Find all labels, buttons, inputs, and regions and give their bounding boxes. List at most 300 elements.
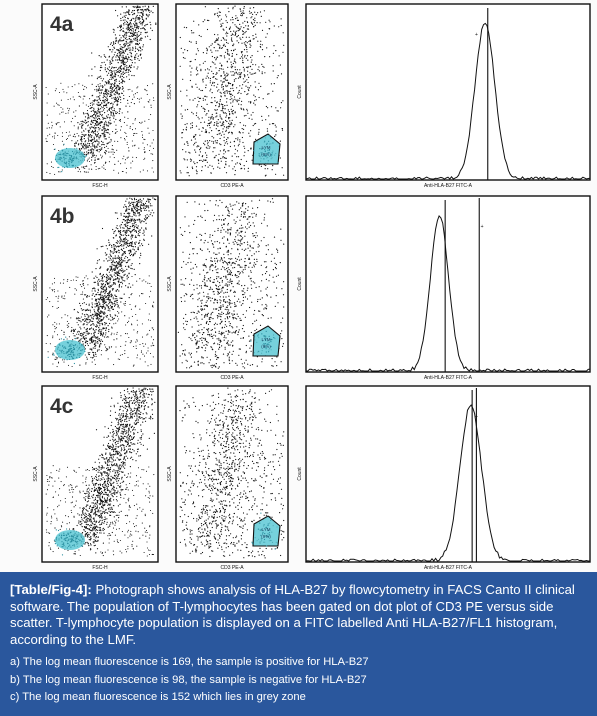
scatter-dot (88, 310, 89, 311)
scatter-dot (81, 138, 82, 139)
scatter-dot (93, 324, 94, 325)
scatter-dot (206, 132, 207, 133)
scatter-dot (212, 114, 213, 115)
scatter-dot (215, 116, 216, 117)
scatter-dot (110, 250, 111, 251)
scatter-dot (240, 9, 241, 10)
scatter-dot (125, 231, 126, 232)
scatter-dot (259, 311, 260, 312)
scatter-dot (129, 215, 130, 216)
scatter-dot (253, 235, 254, 236)
scatter-dot (92, 107, 93, 108)
scatter-dot (80, 350, 81, 351)
scatter-dot (57, 301, 58, 302)
scatter-dot (125, 234, 126, 235)
scatter-dot (204, 109, 205, 110)
scatter-dot (180, 37, 181, 38)
scatter-dot (240, 239, 241, 240)
scatter-dot (109, 60, 110, 61)
scatter-dot (142, 137, 143, 138)
scatter-dot (144, 152, 145, 153)
scatter-dot (147, 350, 148, 351)
scatter-dot (98, 308, 99, 309)
scatter-dot (248, 101, 249, 102)
scatter-dot (148, 347, 149, 348)
scatter-dot (191, 42, 192, 43)
scatter-dot (139, 17, 140, 18)
panel-4b (33, 196, 590, 381)
scatter-dot (147, 36, 148, 37)
scatter-dot (95, 268, 96, 269)
scatter-dot (230, 274, 231, 275)
scatter-dot (152, 154, 153, 155)
scatter-dot (234, 145, 235, 146)
scatter-dot (149, 296, 150, 297)
scatter-dot (226, 130, 227, 131)
scatter-dot (267, 168, 268, 169)
scatter-dot (205, 284, 206, 285)
scatter-dot (120, 346, 121, 347)
scatter-dot (117, 302, 118, 303)
scatter-dot (89, 98, 90, 99)
scatter-dot (121, 276, 122, 277)
scatter-dot (101, 144, 102, 145)
scatter-dot (220, 26, 221, 27)
scatter-dot (244, 42, 245, 43)
scatter-dot (96, 122, 97, 123)
scatter-dot (215, 366, 216, 367)
scatter-dot (203, 143, 204, 144)
scatter-dot (101, 320, 102, 321)
scatter-dot (108, 91, 109, 92)
scatter-dot (69, 346, 70, 347)
scatter-dot (135, 51, 136, 52)
scatter-dot (96, 121, 97, 122)
scatter-dot (83, 154, 84, 155)
scatter-dot (99, 318, 100, 319)
scatter-dot (121, 268, 122, 269)
scatter-dot (235, 67, 236, 68)
scatter-dot (93, 352, 94, 353)
scatter-dot (102, 130, 103, 131)
scatter-dot (80, 284, 81, 285)
scatter-dot (64, 298, 65, 299)
scatter-dot (192, 125, 193, 126)
scatter-dot (147, 128, 148, 129)
scatter-dot (276, 126, 277, 127)
scatter-dot (89, 157, 90, 158)
scatter-dot (84, 122, 85, 123)
scatter-dot (155, 23, 156, 24)
scatter-dot (237, 244, 238, 245)
scatter-dot (150, 291, 151, 292)
scatter-dot (241, 259, 242, 260)
scatter-dot (130, 128, 131, 129)
scatter-dot (95, 303, 96, 304)
scatter-dot (140, 50, 141, 51)
scatter-dot (211, 313, 212, 314)
scatter-dot (264, 72, 265, 73)
scatter-dot (136, 87, 137, 88)
scatter-dot (134, 119, 135, 120)
scatter-dot (126, 208, 127, 209)
scatter-dot (197, 104, 198, 105)
scatter-dot (280, 64, 281, 65)
scatter-dot (247, 28, 248, 29)
scatter-dot (117, 316, 118, 317)
scatter-dot (133, 229, 134, 230)
scatter-dot (132, 33, 133, 34)
scatter-dot (225, 218, 226, 219)
scatter-dot (133, 23, 134, 24)
scatter-dot (235, 49, 236, 50)
scatter-dot (102, 335, 103, 336)
scatter-dot (227, 215, 228, 216)
scatter-dot (150, 212, 151, 213)
scatter-dot (117, 112, 118, 113)
scatter-dot (211, 257, 212, 258)
scatter-dot (265, 168, 266, 169)
scatter-dot (88, 172, 89, 173)
scatter-dot (181, 301, 182, 302)
scatter-dot (92, 95, 93, 96)
scatter-dot (252, 364, 253, 365)
scatter-dot (86, 329, 87, 330)
scatter-dot (139, 101, 140, 102)
scatter-dot (223, 92, 224, 93)
scatter-dot (220, 55, 221, 56)
scatter-dot (129, 38, 130, 39)
scatter-dot (111, 247, 112, 248)
scatter-dot (142, 337, 143, 338)
scatter-dot (63, 351, 64, 352)
scatter-dot (201, 287, 202, 288)
scatter-dot (75, 136, 76, 137)
scatter-dot (143, 208, 144, 209)
scatter-dot (80, 171, 81, 172)
scatter-dot (236, 72, 237, 73)
scatter-dot (129, 14, 130, 15)
scatter-dot (93, 354, 94, 355)
scatter-dot (147, 15, 148, 16)
scatter-dot (131, 254, 132, 255)
scatter-dot (99, 149, 100, 150)
scatter-dot (122, 89, 123, 90)
scatter-dot (188, 152, 189, 153)
scatter-dot (229, 117, 230, 118)
scatter-dot (153, 329, 154, 330)
scatter-dot (67, 108, 68, 109)
scatter-dot (132, 316, 133, 317)
scatter-dot (133, 329, 134, 330)
scatter-dot (105, 163, 106, 164)
scatter-dot (75, 168, 76, 169)
scatter-dot (61, 297, 62, 298)
scatter-dot (227, 301, 228, 302)
scatter-dot (113, 170, 114, 171)
scatter-dot (141, 131, 142, 132)
scatter-dot (215, 50, 216, 51)
scatter-dot (138, 44, 139, 45)
scatter-dot (132, 255, 133, 256)
scatter-dot (182, 252, 183, 253)
scatter-dot (84, 136, 85, 137)
scatter-dot (113, 233, 114, 234)
scatter-dot (81, 308, 82, 309)
scatter-dot (97, 248, 98, 249)
scatter-dot (185, 109, 186, 110)
scatter-dot (113, 298, 114, 299)
scatter-dot (114, 70, 115, 71)
scatter-dot (97, 100, 98, 101)
scatter-dot (99, 95, 100, 96)
scatter-dot (94, 155, 95, 156)
scatter-dot (100, 297, 101, 298)
scatter-dot (115, 296, 116, 297)
scatter-dot (249, 87, 250, 88)
scatter-dot (115, 212, 116, 213)
scatter-dot (67, 342, 68, 343)
scatter-dot (124, 350, 125, 351)
scatter-dot (253, 103, 254, 104)
scatter-dot (267, 200, 268, 201)
scatter-dot (261, 116, 262, 117)
scatter-dot (99, 259, 100, 260)
scatter-dot (254, 330, 255, 331)
scatter-dot (231, 265, 232, 266)
scatter-dot (216, 87, 217, 88)
scatter-dot (78, 135, 79, 136)
scatter-dot (131, 341, 132, 342)
scatter-dot (228, 258, 229, 259)
scatter-dot (138, 28, 139, 29)
scatter-dot (190, 127, 191, 128)
scatter-dot (231, 109, 232, 110)
scatter-dot (77, 122, 78, 123)
scatter-dot (235, 275, 236, 276)
scatter-dot (132, 157, 133, 158)
scatter-dot (125, 266, 126, 267)
scatter-dot (88, 345, 89, 346)
scatter-dot (112, 45, 113, 46)
scatter-dot (49, 287, 50, 288)
scatter-dot (226, 98, 227, 99)
scatter-dot (270, 297, 271, 298)
scatter-dot (135, 25, 136, 26)
scatter-dot (186, 141, 187, 142)
scatter-dot (207, 140, 208, 141)
scatter-dot (58, 347, 59, 348)
gate-label: LYM (261, 145, 271, 150)
scatter-dot (97, 159, 98, 160)
scatter-dot (111, 123, 112, 124)
scatter-dot (221, 288, 222, 289)
scatter-dot (245, 125, 246, 126)
scatter-dot (111, 79, 112, 80)
scatter-dot (258, 132, 259, 133)
scatter-dot (111, 115, 112, 116)
scatter-dot (263, 67, 264, 68)
scatter-dot (248, 206, 249, 207)
scatter-dot (184, 301, 185, 302)
scatter-dot (57, 334, 58, 335)
scatter-dot (105, 128, 106, 129)
scatter-dot (101, 354, 102, 355)
scatter-dot (224, 105, 225, 106)
scatter-dot (236, 54, 237, 55)
scatter-dot (210, 127, 211, 128)
scatter-dot (199, 298, 200, 299)
scatter-dot (127, 245, 128, 246)
scatter-dot (95, 342, 96, 343)
scatter-dot (183, 350, 184, 351)
scatter-dot (60, 157, 61, 158)
scatter-dot (123, 280, 124, 281)
scatter-dot (231, 111, 232, 112)
scatter-dot (135, 235, 136, 236)
scatter-dot (114, 244, 115, 245)
scatter-dot (123, 28, 124, 29)
scatter-dot (126, 67, 127, 68)
scatter-dot (236, 156, 237, 157)
scatter-dot (203, 159, 204, 160)
scatter-dot (205, 315, 206, 316)
scatter-dot (239, 220, 240, 221)
scatter-dot (223, 69, 224, 70)
scatter-dot (242, 37, 243, 38)
scatter-dot (113, 154, 114, 155)
scatter-dot (101, 280, 102, 281)
scatter-dot (95, 364, 96, 365)
scatter-dot (67, 281, 68, 282)
scatter-dot (128, 56, 129, 57)
scatter-dot (139, 215, 140, 216)
scatter-dot (222, 23, 223, 24)
scatter-dot (251, 16, 252, 17)
scatter-dot (207, 76, 208, 77)
scatter-dot (99, 92, 100, 93)
scatter-dot (205, 69, 206, 70)
scatter-dot (139, 235, 140, 236)
scatter-dot (228, 117, 229, 118)
scatter-dot (97, 116, 98, 117)
scatter-dot (196, 318, 197, 319)
scatter-dot (210, 45, 211, 46)
scatter-dot (282, 130, 283, 131)
scatter-dot (108, 329, 109, 330)
scatter-dot (103, 300, 104, 301)
scatter-dot (248, 90, 249, 91)
scatter-dot (136, 224, 137, 225)
scatter-dot (88, 115, 89, 116)
scatter-dot (56, 327, 57, 328)
scatter-dot (218, 119, 219, 120)
scatter-dot (244, 236, 245, 237)
scatter-dot (85, 319, 86, 320)
scatter-dot (132, 99, 133, 100)
scatter-dot (117, 277, 118, 278)
scatter-dot (250, 41, 251, 42)
scatter-dot (234, 6, 235, 7)
scatter-dot (271, 83, 272, 84)
scatter-dot (129, 198, 130, 199)
scatter-dot (133, 254, 134, 255)
scatter-dot (223, 88, 224, 89)
scatter-dot (245, 41, 246, 42)
scatter-dot (124, 260, 125, 261)
scatter-dot (231, 35, 232, 36)
scatter-dot (195, 152, 196, 153)
scatter-dot (75, 329, 76, 330)
scatter-dot (182, 132, 183, 133)
scatter-dot (75, 344, 76, 345)
scatter-dot (101, 339, 102, 340)
scatter-dot (275, 125, 276, 126)
scatter-dot (77, 167, 78, 168)
scatter-dot (240, 77, 241, 78)
scatter-dot (69, 287, 70, 288)
scatter-dot (122, 76, 123, 77)
scatter-dot (98, 333, 99, 334)
scatter-dot (122, 272, 123, 273)
scatter-dot (204, 210, 205, 211)
scatter-dot (96, 124, 97, 125)
scatter-dot (238, 240, 239, 241)
scatter-dot (99, 137, 100, 138)
scatter-dot (210, 117, 211, 118)
scatter-dot (89, 169, 90, 170)
scatter-dot (279, 55, 280, 56)
scatter-dot (79, 154, 80, 155)
scatter-dot (274, 25, 275, 26)
scatter-dot (93, 103, 94, 104)
scatter-dot (149, 14, 150, 15)
scatter-dot (84, 338, 85, 339)
scatter-dot (236, 26, 237, 27)
scatter-dot (231, 283, 232, 284)
scatter-dot (128, 48, 129, 49)
scatter-dot (112, 288, 113, 289)
scatter-dot (127, 43, 128, 44)
scatter-dot (122, 59, 123, 60)
scatter-dot (227, 51, 228, 52)
scatter-dot (232, 345, 233, 346)
scatter-dot (92, 130, 93, 131)
scatter-dot (110, 92, 111, 93)
scatter-dot (127, 111, 128, 112)
scatter-dot (136, 339, 137, 340)
scatter-dot (224, 108, 225, 109)
scatter-dot (99, 340, 100, 341)
scatter-dot (186, 27, 187, 28)
scatter-dot (111, 259, 112, 260)
scatter-dot (120, 355, 121, 356)
scatter-dot (74, 335, 75, 336)
scatter-dot (283, 306, 284, 307)
scatter-dot (110, 103, 111, 104)
scatter-dot (98, 320, 99, 321)
scatter-dot (126, 69, 127, 70)
panel-label: 4b (50, 205, 75, 228)
scatter-dot (91, 169, 92, 170)
scatter-dot (138, 200, 139, 201)
scatter-dot (95, 133, 96, 134)
scatter-dot (96, 89, 97, 90)
scatter-dot (218, 123, 219, 124)
scatter-dot (135, 35, 136, 36)
scatter-dot (93, 278, 94, 279)
scatter-dot (248, 133, 249, 134)
